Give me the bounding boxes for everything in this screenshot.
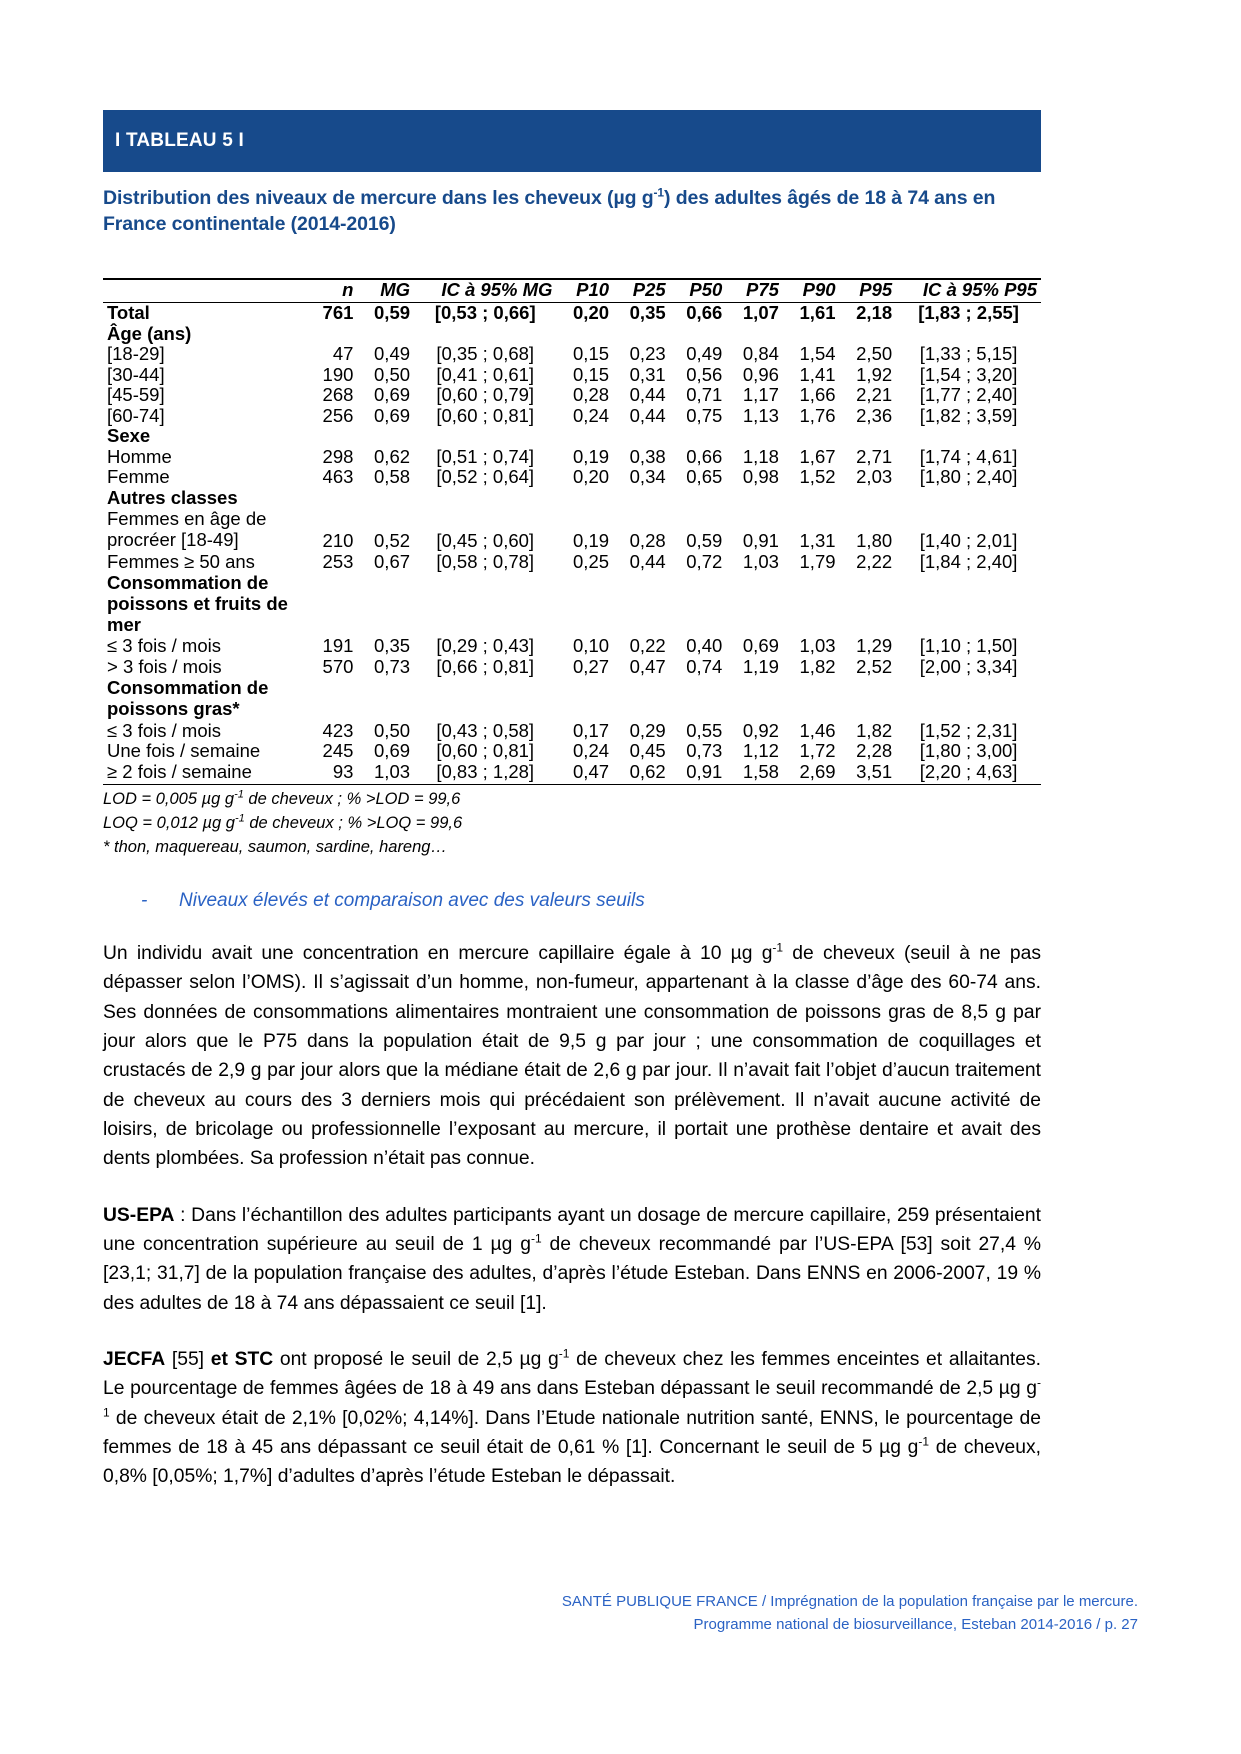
cell-ci-mg [414,426,556,447]
cell-p25: 0,31 [629,363,666,385]
cell-p75: 0,92 [742,719,779,741]
cell-n: 463 [322,466,354,488]
cell-ci-mg: [0,60 ; 0,81] [436,740,535,762]
cell-ci-p95 [896,572,1041,636]
cell-mg: 0,59 [374,302,411,324]
cell-ci-p95: [1,82 ; 3,59] [919,404,1018,426]
cell-ci-p95: [2,00 ; 3,34] [919,655,1018,677]
cell-p10: 0,28 [573,384,610,406]
cell-ci-mg: [0,45 ; 0,60] [436,530,535,552]
column-header-n: n [342,278,354,300]
cell-p95 [840,426,897,447]
footnote-lod-superscript: -1 [234,788,244,801]
cell-mg: 0,73 [374,655,411,677]
cell-p50 [670,677,727,720]
cell-p75 [726,426,783,447]
cell-n [309,572,357,636]
cell-ci-p95: [1,52 ; 2,31] [919,719,1018,741]
cell-p25 [613,324,670,345]
cell-p95: 1,29 [856,635,893,657]
paragraph-3-text-b: de cheveux chez les femmes enceintes et allaitantes. Le pourcentage de femmes âgées de 18 à 49 ans dans Esteban dépassant le seuil recommandé de 2,5 µg g [103,1348,1042,1400]
section-bullet-heading [141,890,1041,912]
cell-mg: 0,69 [374,384,411,406]
cell-p95: 2,36 [856,404,893,426]
cell-ci-p95: [1,74 ; 4,61] [919,445,1018,467]
mercury-distribution-table [103,278,1041,786]
table-row [103,677,1041,720]
cell-p75: 1,12 [742,740,779,762]
table-row [103,572,1041,636]
table-row [103,406,1041,427]
cell-ci-p95 [896,426,1041,447]
cell-p25: 0,44 [629,404,666,426]
cell-n [309,324,357,345]
cell-p90: 1,66 [799,384,836,406]
cell-p95 [840,572,897,636]
cell-p10: 0,15 [573,343,610,365]
table-row [103,365,1041,386]
paragraph-3-text-d: de cheveux, 0,8% [0,05%; 1,7%] d’adultes d’après l’étude Esteban le dépassait. [103,1436,1041,1488]
cell-mg: 0,49 [374,343,411,365]
cell-ci-p95: [1,80 ; 2,40] [919,466,1018,488]
cell-n: 93 [332,760,354,782]
footnote-loq [103,812,1041,836]
cell-p50: 0,65 [686,466,723,488]
cell-p25: 0,62 [629,760,666,782]
cell-p90 [783,488,840,509]
table-header-row [103,279,1041,303]
cell-p95: 2,71 [856,445,893,467]
cell-mg [357,426,414,447]
column-header-p95: P95 [859,278,893,300]
paragraph-2-label: US-EPA [103,1204,175,1226]
table-title [103,185,1041,238]
cell-mg: 1,03 [374,760,411,782]
section-heading-text: Niveaux élevés et comparaison avec des valeurs seuils [179,889,645,911]
cell-p95: 2,03 [856,466,893,488]
cell-p10: 0,24 [573,404,610,426]
table-row [103,762,1041,785]
cell-p90: 1,76 [799,404,836,426]
paragraph-1-superscript: -1 [772,940,784,955]
cell-p90: 1,03 [799,635,836,657]
cell-p10: 0,47 [573,760,610,782]
cell-p90: 1,61 [799,302,836,324]
cell-n [309,677,357,720]
cell-mg: 0,50 [374,363,411,385]
cell-p10: 0,15 [573,363,610,385]
cell-p50 [670,324,727,345]
footer-line-2: Programme national de biosurveillance, Esteban 2014-2016 / p. 27 [693,1615,1138,1633]
cell-p50: 0,66 [686,445,723,467]
row-label: Homme [107,445,172,467]
cell-ci-p95: [1,33 ; 5,15] [919,343,1018,365]
cell-p25: 0,35 [629,302,666,324]
cell-p75 [726,324,783,345]
cell-p50: 0,74 [686,655,723,677]
paragraph-3-superscript-3: -1 [918,1434,930,1449]
cell-p50: 0,72 [686,550,723,572]
cell-p10: 0,10 [573,635,610,657]
cell-p25 [613,572,670,636]
row-label: Total [107,302,150,324]
cell-p90: 1,67 [799,445,836,467]
cell-n [309,426,357,447]
table-row [103,721,1041,742]
cell-n: 245 [322,740,354,762]
cell-n: 298 [322,445,354,467]
bullet-dash-icon: - [141,889,148,911]
column-header-p90: P90 [802,278,836,300]
paragraph-2-text-b: de cheveux recommandé par l’US-EPA [53] soit 27,4 % [23,1; 31,7] de la population française des adultes, d’après l’étude Esteban. Dans ENNS en 2006-2007, 19 % des adultes de 18 à 74 ans dépassaient ce seuil [1]. [103,1233,1041,1314]
table-row [103,657,1041,678]
paragraph-3-reference: [55] [165,1348,211,1370]
cell-ci-mg: [0,60 ; 0,79] [436,384,535,406]
row-label: Âge (ans) [107,322,192,344]
cell-n: 268 [322,384,354,406]
cell-p50 [670,572,727,636]
cell-n: 191 [322,635,354,657]
cell-ci-p95: [2,20 ; 4,63] [919,760,1018,782]
cell-p95: 2,18 [856,302,893,324]
page-content [103,110,1041,1511]
cell-p50: 0,66 [686,302,723,324]
table-banner [103,110,1041,172]
cell-p95: 2,52 [856,655,893,677]
footnote-lod-text1: LOD = 0,005 µg g [103,790,235,809]
cell-p90: 1,31 [799,530,836,552]
cell-p75: 1,03 [742,550,779,572]
cell-p25 [613,488,670,509]
column-header-p25: P25 [632,278,666,300]
cell-p95 [840,488,897,509]
cell-ci-mg [414,324,556,345]
cell-p75: 1,17 [742,384,779,406]
cell-p10 [556,677,613,720]
cell-mg: 0,69 [374,404,411,426]
cell-ci-mg [414,488,556,509]
cell-p95: 2,28 [856,740,893,762]
table-title-part1: Distribution des niveaux de mercure dans les cheveux (µg g [103,187,654,209]
cell-p50 [670,488,727,509]
column-header-ci-p95: IC à 95% P95 [922,278,1037,300]
cell-ci-mg: [0,51 ; 0,74] [436,445,535,467]
footnote-loq-text2: de cheveux ; % >LOQ = 99,6 [244,814,463,833]
row-label: Consommation de poissons gras* [107,677,269,719]
cell-ci-mg: [0,43 ; 0,58] [436,719,535,741]
cell-ci-p95: [1,80 ; 3,00] [919,740,1018,762]
cell-p75: 1,19 [742,655,779,677]
cell-p25: 0,23 [629,343,666,365]
cell-p95: 2,50 [856,343,893,365]
cell-ci-p95: [1,83 ; 2,55] [918,302,1019,324]
cell-p25: 0,29 [629,719,666,741]
cell-p95: 2,22 [856,550,893,572]
cell-n: 256 [322,404,354,426]
cell-ci-p95: [1,54 ; 3,20] [919,363,1018,385]
cell-p95: 2,21 [856,384,893,406]
cell-p10: 0,20 [573,466,610,488]
cell-p25: 0,28 [629,530,666,552]
table-row [103,508,1041,551]
table-row [103,385,1041,406]
page-footer [562,1591,1138,1636]
paragraph-3-superscript-2: -1 [103,1375,1041,1420]
cell-ci-p95: [1,77 ; 2,40] [919,384,1018,406]
cell-mg [357,572,414,636]
row-label: Femmes ≥ 50 ans [107,550,255,572]
cell-mg [357,677,414,720]
cell-ci-p95: [1,40 ; 2,01] [919,530,1018,552]
cell-ci-p95 [896,488,1041,509]
cell-p75 [726,488,783,509]
cell-ci-mg: [0,60 ; 0,81] [436,404,535,426]
cell-p10: 0,27 [573,655,610,677]
cell-n: 210 [322,530,354,552]
cell-p50: 0,59 [686,530,723,552]
cell-ci-mg: [0,58 ; 0,78] [436,550,535,572]
cell-p10: 0,25 [573,550,610,572]
cell-p75: 1,07 [742,302,779,324]
cell-p95 [840,324,897,345]
cell-p75: 0,91 [742,530,779,552]
row-label: > 3 fois / mois [107,655,222,677]
column-header-category [103,279,309,303]
table-title-part2: ) des adultes âgés de 18 à 74 ans en France continentale (2014-2016) [103,187,996,236]
cell-p10: 0,19 [573,530,610,552]
cell-p25: 0,34 [629,466,666,488]
table-title-superscript: -1 [653,185,665,200]
column-header-ci-mg: IC à 95% MG [441,278,553,300]
cell-p90 [783,677,840,720]
paragraph-individual-case [103,939,1041,1174]
cell-p50 [670,426,727,447]
cell-p75 [726,572,783,636]
cell-p10: 0,24 [573,740,610,762]
cell-p95: 1,82 [856,719,893,741]
cell-p25: 0,44 [629,384,666,406]
footnote-lod-text2: de cheveux ; % >LOD = 99,6 [243,790,461,809]
footnote-star: * thon, maquereau, saumon, sardine, hareng… [103,838,447,856]
cell-p50: 0,55 [686,719,723,741]
column-header-p75: P75 [745,278,779,300]
row-label: Une fois / semaine [107,740,261,762]
paragraph-1-text-b: de cheveux (seuil à ne pas dépasser selon l’OMS). Il s’agissait d’un homme, non-fumeur, appartenant à la classe d’âge des 60-74 ans. Ses données de consommations alimentaires montraient une consommation de poissons gras de 8,5 g par jour alors que le P75 dans la population était de 9,5 g par jour ; une consommation de coquillages et crustacés de 2,9 g par jour alors que la médiane était de 2,6 g par jour. Il n’avait fait l’objet d’aucun traitement de cheveux au cours des 3 derniers mois qui précédaient son prélèvement. Il n’avait aucune activité de loisirs, de bricolage ou professionnelle l’exposant au mercure, il portait une prothèse dentaire et avait des dents plombées. Sa profession n’était pas connue. [103,942,1041,1170]
cell-p50: 0,91 [686,760,723,782]
table-row [103,447,1041,468]
row-label: Femmes en âge de procréer [18-49] [107,508,267,550]
cell-p50: 0,56 [686,363,723,385]
cell-n: 47 [332,343,354,365]
cell-p75: 1,13 [742,404,779,426]
paragraph-us-epa [103,1201,1041,1318]
cell-p95: 3,51 [856,760,893,782]
row-label: ≤ 3 fois / mois [107,719,221,741]
table-row [103,324,1041,345]
cell-p50: 0,40 [686,635,723,657]
cell-p10 [556,488,613,509]
row-label: ≤ 3 fois / mois [107,635,221,657]
cell-p90 [783,572,840,636]
table-banner-label: I TABLEAU 5 I [115,130,244,151]
paragraph-jecfa [103,1345,1041,1492]
cell-mg: 0,50 [374,719,411,741]
cell-mg: 0,62 [374,445,411,467]
row-label: [60-74] [107,404,165,426]
paragraph-2-text-a: : Dans l’échantillon des adultes participants ayant un dosage de mercure capillaire, 259 présentaient une concentration supérieure au seuil de 1 µg g [103,1204,1041,1255]
table-row [103,426,1041,447]
cell-p90: 1,79 [799,550,836,572]
cell-p10: 0,17 [573,719,610,741]
cell-mg: 0,58 [374,466,411,488]
cell-mg: 0,52 [374,530,411,552]
cell-ci-mg [414,572,556,636]
paragraph-3-superscript-1: -1 [558,1346,570,1361]
cell-ci-p95: [1,10 ; 1,50] [919,635,1018,657]
cell-p25: 0,22 [629,635,666,657]
column-header-p50: P50 [689,278,723,300]
cell-p75: 0,96 [742,363,779,385]
cell-p95: 1,92 [856,363,893,385]
cell-p90: 2,69 [799,760,836,782]
paragraph-1-text-a: Un individu avait une concentration en mercure capillaire égale à 10 µg g [103,942,773,964]
cell-p50: 0,73 [686,740,723,762]
row-label: Femme [107,466,170,488]
cell-p95 [840,677,897,720]
cell-p25 [613,426,670,447]
table-row [103,344,1041,365]
cell-ci-mg: [0,29 ; 0,43] [436,635,535,657]
paragraph-3-label-jecfa: JECFA [103,1348,166,1370]
table-body [103,303,1041,785]
cell-ci-mg: [0,41 ; 0,61] [436,363,535,385]
paragraph-3-text-c: de cheveux était de 2,1% [0,02%; 4,14%]. Dans l’Etude nationale nutrition santé, ENNS, le pourcentage de femmes de 18 à 45 ans dépassant ce seuil était de 0,61 % [1]. Concernant le seuil de 5 µg g [103,1407,1041,1458]
cell-p50: 0,49 [686,343,723,365]
footnote-loq-superscript: -1 [234,812,245,825]
cell-p90 [783,426,840,447]
cell-ci-mg: [0,83 ; 1,28] [436,760,535,782]
table-row [103,552,1041,573]
cell-p25: 0,38 [629,445,666,467]
cell-p10: 0,19 [573,445,610,467]
row-label: [18-29] [107,343,165,365]
cell-n: 570 [322,655,354,677]
footer-line-1: SANTÉ PUBLIQUE FRANCE / Imprégnation de la population française par le mercure. [561,1593,1138,1610]
cell-p75: 1,58 [742,760,779,782]
cell-p90: 1,52 [799,466,836,488]
paragraph-3-label-stc: et STC [210,1348,274,1370]
row-label: ≥ 2 fois / semaine [107,760,252,782]
cell-n: 423 [322,719,354,741]
cell-p90: 1,54 [799,343,836,365]
cell-p75: 0,69 [742,635,779,657]
cell-p90 [783,324,840,345]
cell-ci-p95: [1,84 ; 2,40] [919,550,1018,572]
cell-p90: 1,82 [799,655,836,677]
table-row [103,636,1041,657]
table-row [103,467,1041,488]
cell-n: 190 [322,363,354,385]
cell-ci-mg: [0,52 ; 0,64] [436,466,535,488]
cell-ci-mg: [0,53 ; 0,66] [434,302,536,324]
cell-mg: 0,67 [374,550,411,572]
footnote-loq-text1: LOQ = 0,012 µg g [103,814,235,833]
cell-mg: 0,35 [374,635,411,657]
cell-n: 253 [322,550,354,572]
column-header-mg: MG [380,278,411,300]
cell-ci-p95 [896,677,1041,720]
cell-p90: 1,41 [799,363,836,385]
cell-p10 [556,426,613,447]
row-label: [45-59] [107,384,165,406]
cell-p75: 1,18 [742,445,779,467]
cell-p90: 1,72 [799,740,836,762]
cell-p25 [613,677,670,720]
footnote-lod [103,788,1041,812]
table-footnotes [103,788,1041,860]
cell-p25: 0,47 [629,655,666,677]
cell-p95: 1,80 [856,530,893,552]
cell-mg: 0,69 [374,740,411,762]
cell-ci-p95 [896,324,1041,345]
row-label: Consommation de poissons et fruits de mer [107,572,288,635]
cell-n: 761 [322,302,354,324]
paragraph-3-text-a: ont proposé le seuil de 2,5 µg g [273,1348,559,1370]
cell-ci-mg [414,677,556,720]
row-label: [30-44] [107,363,165,385]
cell-p10 [556,572,613,636]
cell-mg [357,324,414,345]
cell-ci-mg: [0,35 ; 0,68] [436,343,535,365]
cell-n [309,488,357,509]
cell-p10: 0,20 [573,302,610,324]
column-header-p10: P10 [576,278,610,300]
cell-p75: 0,98 [742,466,779,488]
table-row [103,488,1041,509]
table-header [103,279,1041,303]
cell-p90: 1,46 [799,719,836,741]
cell-mg [357,488,414,509]
cell-p75 [726,677,783,720]
cell-p50: 0,71 [686,384,723,406]
cell-ci-mg: [0,66 ; 0,81] [436,655,535,677]
cell-p10 [556,324,613,345]
cell-p25: 0,45 [629,740,666,762]
table-row [103,741,1041,762]
cell-p25: 0,44 [629,550,666,572]
row-label: Autres classes [107,486,238,508]
table-row [103,303,1041,324]
paragraph-2-superscript: -1 [530,1231,542,1246]
cell-p50: 0,75 [686,404,723,426]
row-label: Sexe [107,425,151,447]
cell-p75: 0,84 [742,343,779,365]
